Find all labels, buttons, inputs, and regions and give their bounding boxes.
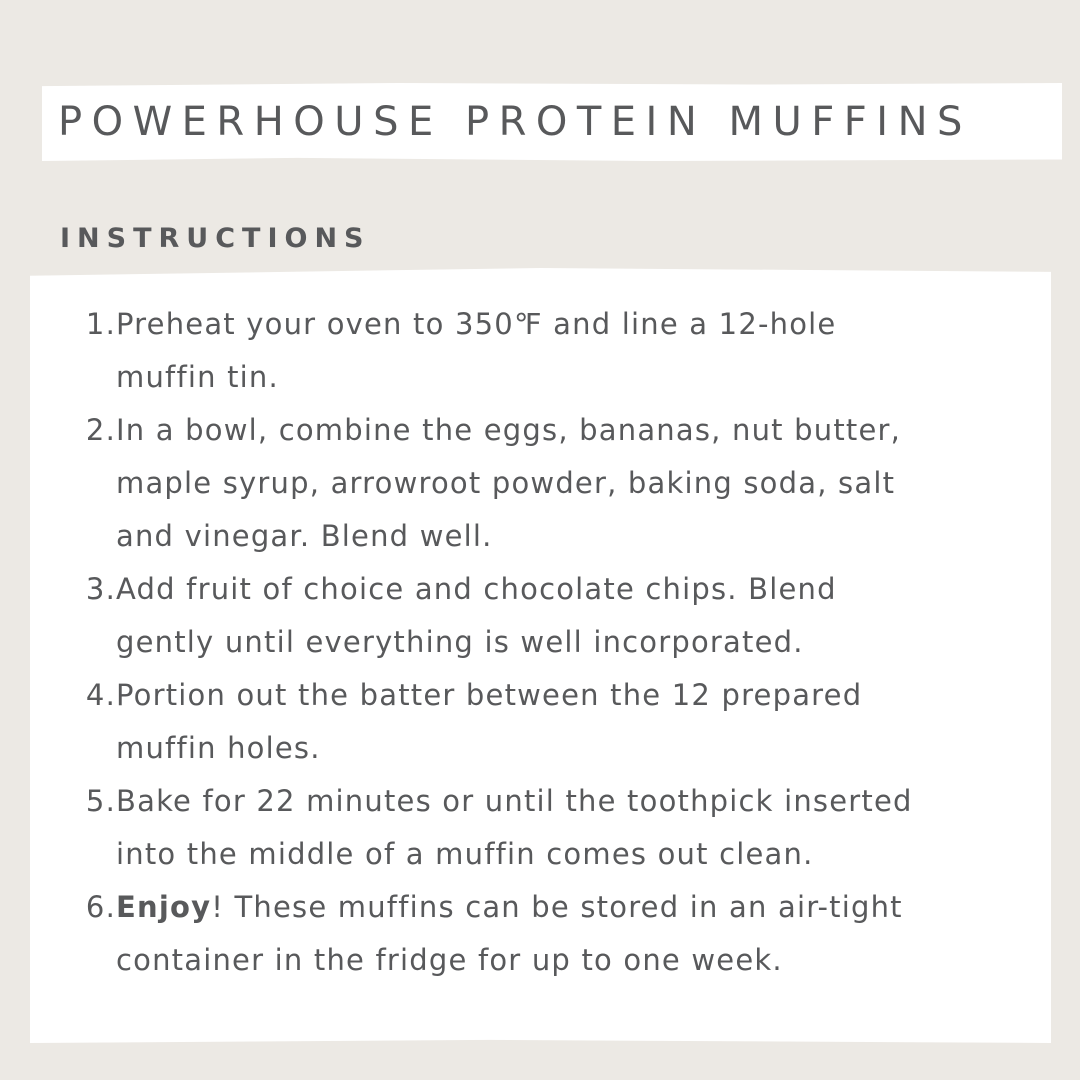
step-emphasis: Enjoy [116,890,212,924]
step-line: Preheat your oven to 350℉ and line a 12-hole [116,307,837,341]
instruction-step-4 [76,669,1026,775]
step-line: container in the fridge for up to one week. [116,943,783,977]
instruction-step-2 [76,404,1026,563]
step-number: 1. [85,307,116,341]
step-text [116,404,1026,563]
instruction-step-6 [76,881,1026,987]
step-text [116,669,1026,775]
step-number: 3. [85,572,116,606]
page-title: POWERHOUSE PROTEIN MUFFINS [58,99,972,145]
step-text [116,775,1026,881]
step-text [116,563,1026,669]
step-line: muffin tin. [116,360,279,394]
instructions-list [76,298,1026,987]
step-line: Add fruit of choice and chocolate chips. Blend [116,572,837,606]
step-line: ! These muffins can be stored in an air-tight [211,890,903,924]
instructions-heading: INSTRUCTIONS [60,223,371,254]
step-line: into the middle of a muffin comes out clean. [116,837,814,871]
step-line: Portion out the batter between the 12 prepared [116,678,863,712]
step-line: Bake for 22 minutes or until the toothpick inserted [116,784,913,818]
step-line: and vinegar. Blend well. [116,519,493,553]
step-number: 4. [85,678,116,712]
instruction-step-5 [76,775,1026,881]
step-text [116,298,1026,404]
step-line: gently until everything is well incorporated. [116,625,804,659]
step-line: In a bowl, combine the eggs, bananas, nut butter, [116,413,902,447]
instruction-step-1 [76,298,1026,404]
step-text [116,881,1026,987]
step-number: 5. [85,784,116,818]
step-line: muffin holes. [116,731,321,765]
step-number: 6. [85,890,116,924]
step-number: 2. [85,413,116,447]
instruction-step-3 [76,563,1026,669]
step-line: maple syrup, arrowroot powder, baking soda, salt [116,466,896,500]
